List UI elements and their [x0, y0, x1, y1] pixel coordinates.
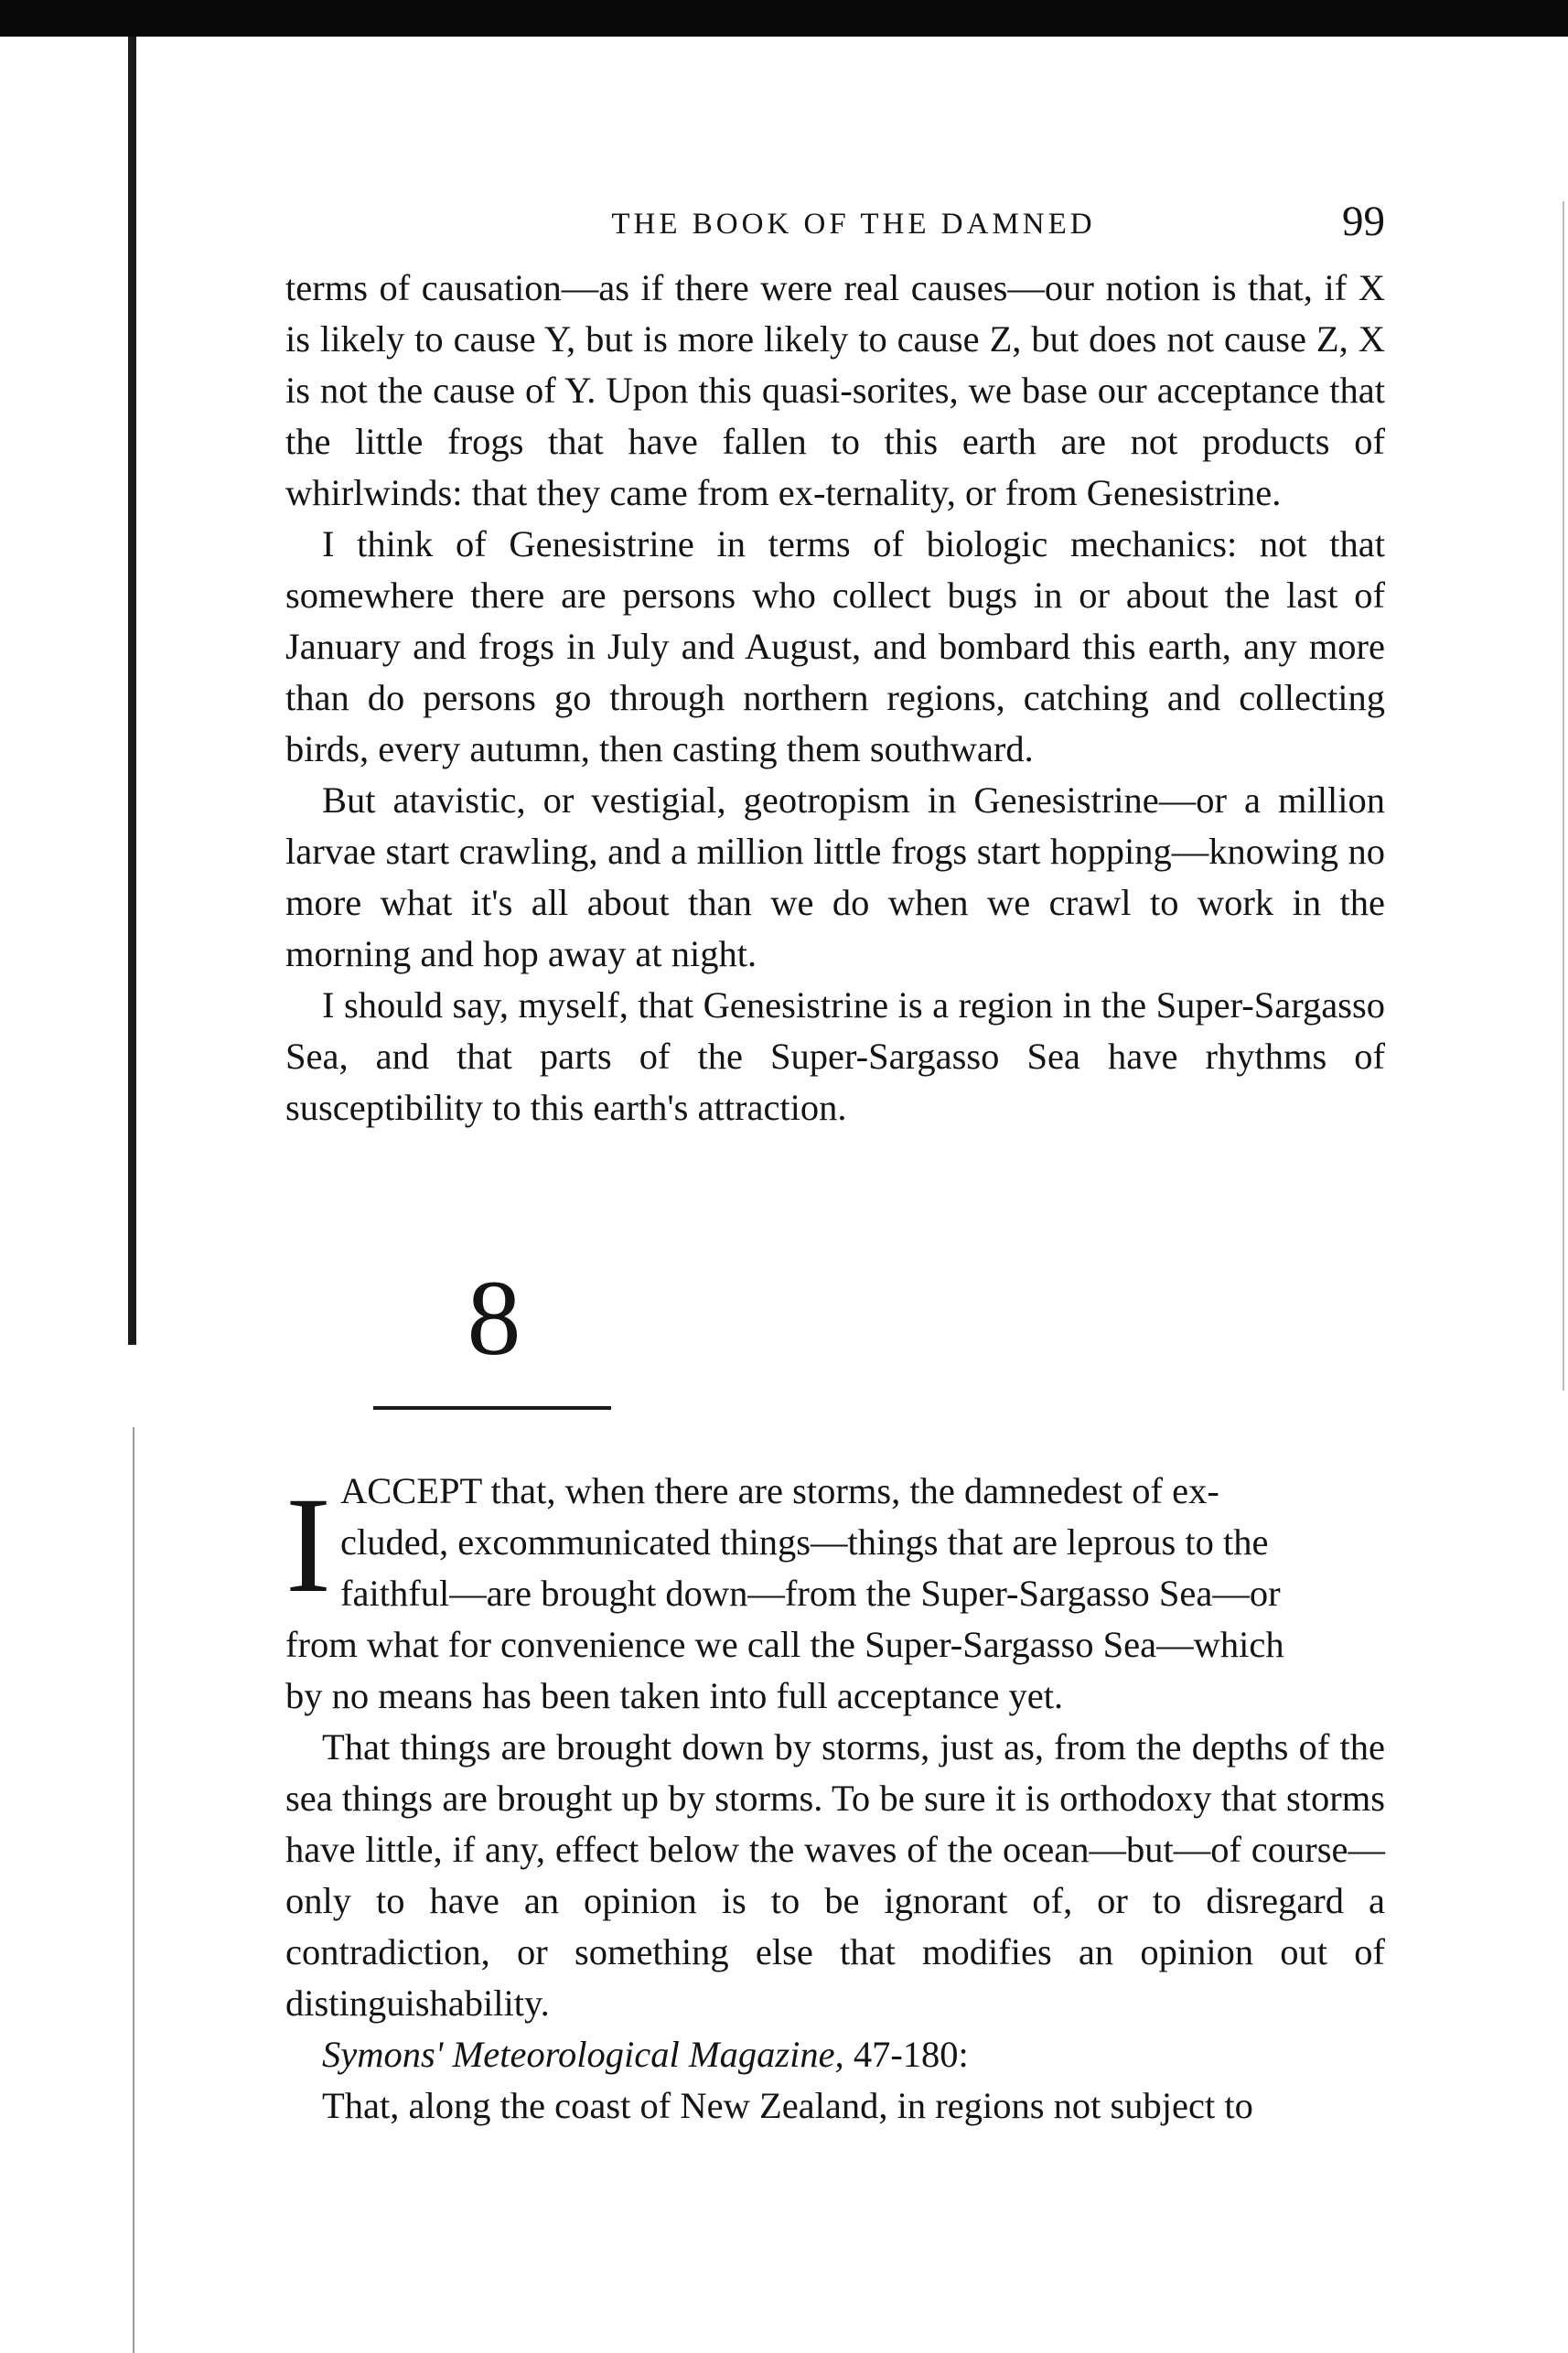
- text-line: not cause Z, X is not the cause of Y. Upon this quasi-sorites, we: [285, 318, 1385, 411]
- scan-top-border: [0, 0, 1568, 37]
- reference-title: Symons' Meteorological Magazine,: [322, 2034, 844, 2075]
- text-line: ternality, or from Genesistrine.: [825, 472, 1282, 513]
- text-line: cluded, excommunicated things—things that are leprous to the: [340, 1521, 1269, 1563]
- body-top: [285, 263, 1385, 1134]
- page-header: [285, 197, 1385, 252]
- chapter-opening: [340, 1466, 1385, 1619]
- body-bottom: [285, 1619, 1385, 2132]
- text-line: terms of causation—as if there were real causes—our notion is that,: [285, 267, 1313, 308]
- paragraph: But atavistic, or vestigial, geotropism in Genesistrine—or a million larvae start crawling, and a million little frogs start hopping—knowing no more what it's all about than we do when we crawl to work in the morning and hop away at night.: [285, 779, 1385, 974]
- scan-binding-edge: [133, 1427, 134, 2353]
- text-line: earth are not products of whirlwinds: that they came from ex-: [285, 421, 1386, 513]
- page-number: 99: [1342, 198, 1385, 245]
- paragraph-continued: [285, 263, 1385, 519]
- text-line: from what for convenience we call the Super-Sargasso Sea—which: [285, 1624, 1284, 1665]
- text-line: base our acceptance that the little frogs that have fallen to this: [285, 370, 1385, 462]
- scan-right-edge: [1563, 201, 1564, 1391]
- paragraph: That, along the coast of New Zealand, in regions not subject to: [322, 2085, 1253, 2126]
- chapter-number: 8: [467, 1258, 521, 1378]
- running-head: THE BOOK OF THE DAMNED: [611, 208, 1096, 241]
- text-line: faithful—are brought down—from the Super-Sargasso Sea—or: [340, 1573, 1281, 1614]
- reference-line: [285, 2029, 1385, 2080]
- text-line: by no means has been taken into full acceptance yet.: [285, 1675, 1064, 1716]
- reference-number: 47-180:: [853, 2034, 969, 2075]
- text-line: ACCEPT that, when there are storms, the damnedest of ex-: [340, 1470, 1219, 1511]
- paragraph: I should say, myself, that Genesistrine is a region in the Super-Sargasso Sea, and that parts of the Super-Sargasso Sea have rhythms of susceptibility to this earth's attraction.: [285, 984, 1385, 1128]
- paragraph: That things are brought down by storms, just as, from the depths of the sea things are brought up by storms. To be sure it is orthodoxy that storms have little, if any, effect below the waves of the ocean—but—of course—only to have an opinion is to be ignorant of, or to disregard a contradiction, or something else that modifies an opinion out of distinguishability.: [285, 1726, 1385, 2024]
- text-line: if X is likely to cause Y, but is more likely to cause Z, but does: [285, 267, 1385, 360]
- drop-cap: I: [285, 1469, 331, 1621]
- chapter-rule: [373, 1406, 611, 1410]
- scan-binding-shadow: [128, 37, 136, 1345]
- paragraph: I think of Genesistrine in terms of biologic mechanics: not that somewhere there are persons who collect bugs in or about the last of January and frogs in July and August, and bombard this earth, any more than do persons go through northern regions, catching and collecting birds, every autumn, then casting them southward.: [285, 523, 1385, 769]
